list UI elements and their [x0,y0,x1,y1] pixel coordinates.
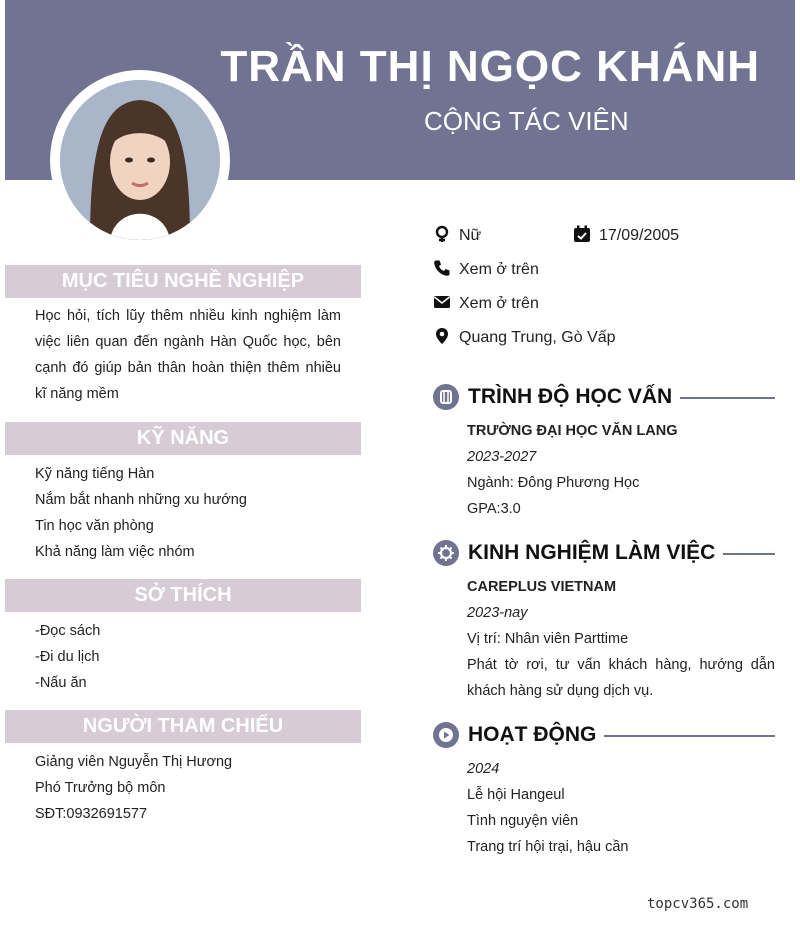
experience-badge-icon [433,540,459,566]
email-row [433,287,539,321]
candidate-role: CỘNG TÁC VIÊN [424,106,629,136]
education-gpa: GPA:3.0 [467,501,521,517]
location-pin-icon [433,327,451,345]
activity-item: Tình nguyện viên [467,813,579,829]
skill-item: Khả năng làm việc nhóm [35,544,195,560]
phone-row [433,253,539,287]
experience-heading: KINH NGHIỆM LÀM VIỆC [468,540,723,566]
watermark: topcv365.com [647,896,749,912]
avatar [60,80,220,240]
activity-item: Trang trí hội trại, hậu cần [467,839,629,855]
avatar-frame [50,70,230,250]
reference-item: Phó Trưởng bộ môn [35,780,166,796]
education-badge-icon [433,384,459,410]
skill-item: Kỹ năng tiếng Hàn [35,466,155,482]
skills-section [5,422,361,565]
gender-icon [433,225,451,243]
references-heading: NGƯỜI THAM CHIẾU [5,710,361,743]
envelope-icon [433,293,451,311]
reference-item: Giảng viên Nguyễn Thị Hương [35,754,233,770]
activities-badge-icon [433,722,459,748]
education-heading: TRÌNH ĐỘ HỌC VẤN [468,384,680,410]
gender-value: Nữ [459,227,482,244]
phone-icon [433,259,451,277]
objective-heading: MỤC TIÊU NGHỀ NGHIỆP [5,265,361,298]
birthday-value: 17/09/2005 [599,227,680,244]
calendar-icon [573,225,591,243]
references-section [5,710,361,827]
experience-section [433,540,775,704]
activities-section [433,722,775,860]
hobby-item: -Đọc sách [35,623,101,639]
experience-description: Phát tờ rơi, tư vấn khách hàng, hướng dẫn khách hàng sử dụng dịch vụ. [467,657,775,699]
objective-section [5,265,361,407]
hobbies-section [5,579,361,696]
address-row [433,321,616,355]
reference-item: SĐT:0932691577 [35,806,148,822]
activity-item: Lễ hội Hangeul [467,787,565,803]
experience-position: Vị trí: Nhân viên Parttime [467,631,629,647]
experience-company: CAREPLUS VIETNAM [467,579,617,595]
hobby-item: -Đi du lịch [35,649,100,665]
activities-heading: HOẠT ĐỘNG [468,722,604,748]
email-value: Xem ở trên [459,295,539,312]
phone-value: Xem ở trên [459,261,539,278]
address-value: Quang Trung, Gò Vấp [459,329,616,346]
skills-heading: KỸ NĂNG [5,422,361,455]
candidate-name: TRẦN THỊ NGỌC KHÁNH [220,42,760,91]
skill-item: Nắm bắt nhanh những xu hướng [35,492,247,508]
birthday-row [573,219,679,253]
objective-text: Học hỏi, tích lũy thêm nhiều kinh nghiệm làm việc liên quan đến ngành Hàn Quốc học, bên cạnh đó giúp bản thân hoàn thiện thêm nhiều kĩ năng mềm [35,308,341,402]
activities-year: 2024 [467,761,500,777]
education-major: Ngành: Đông Phương Học [467,475,640,491]
hobbies-heading: SỞ THÍCH [5,579,361,612]
hobby-item: -Nấu ăn [35,675,87,691]
gender-row [433,219,481,253]
education-section [433,384,775,522]
portrait-photo [60,80,220,240]
education-period: 2023-2027 [467,449,537,465]
experience-period: 2023-nay [467,605,528,621]
skill-item: Tin học văn phòng [35,518,154,534]
education-school: TRƯỜNG ĐẠI HỌC VĂN LANG [467,423,678,439]
